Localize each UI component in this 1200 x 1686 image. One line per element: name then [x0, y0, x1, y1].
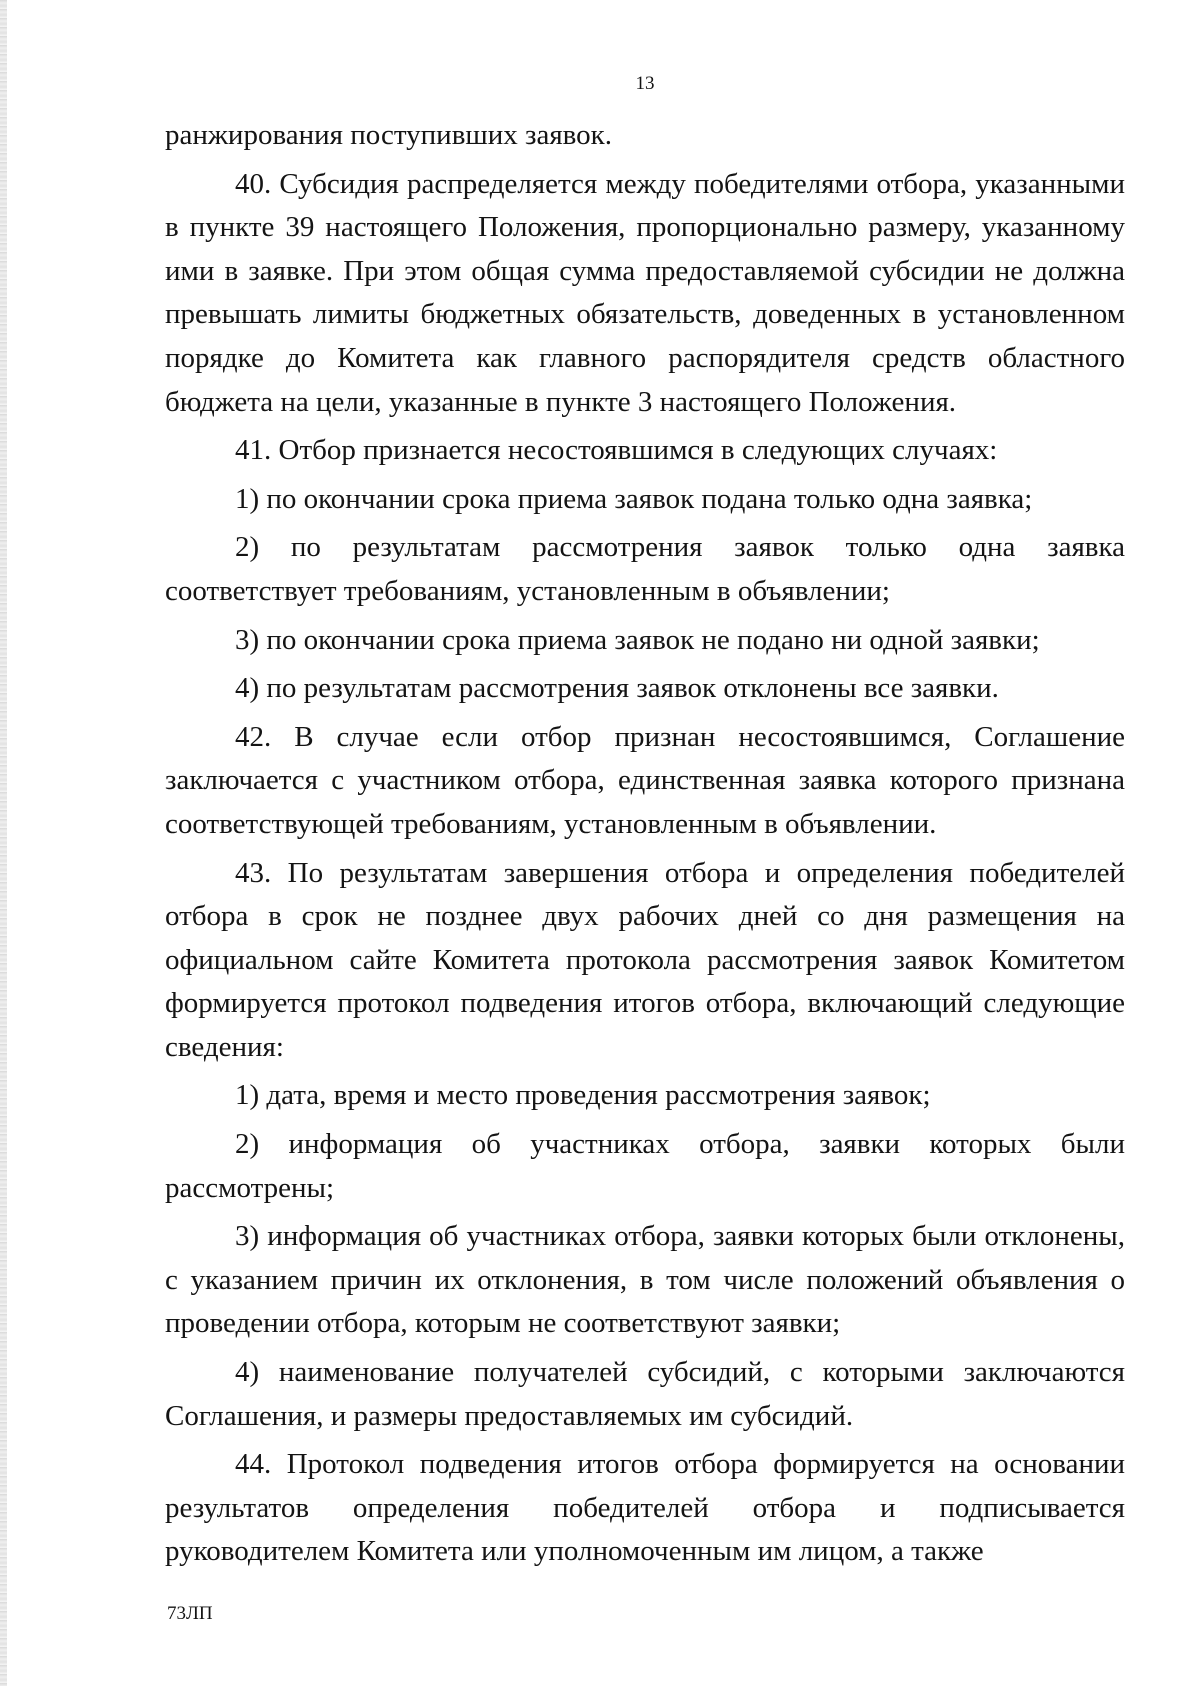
subitem-43-1: 1) дата, время и место проведения рассмотрения заявок; — [235, 1079, 931, 1112]
subitem-43-3: 3) информация об участниках отбора, заявки которых были отклонены, с указанием причин их отклонения, в том числе положений объявления о проведении отбора, которым не соответствуют заявки; — [165, 1220, 1125, 1340]
document-code: 73ЛП — [167, 1603, 213, 1624]
scan-edge — [0, 0, 7, 1686]
subitem-41-4: 4) по результатам рассмотрения заявок отклонены все заявки. — [235, 672, 999, 705]
paragraph-item-42: 42. В случае если отбор признан несостоявшимся, Соглашение заключается с участником отбора, единственная заявка которого признана соответствующей требованиям, установленным в объявлении. — [165, 720, 1125, 840]
paragraph-continuation: ранжирования поступивших заявок. — [165, 119, 612, 151]
subitem-43-4: 4) наименование получателей субсидий, с которыми заключаются Соглашения, и размеры предоставляемых им субсидий. — [165, 1356, 1125, 1432]
document-body — [165, 114, 1125, 1574]
subitem-41-2: 2) по результатам рассмотрения заявок только одна заявка соответствует требованиям, установленным в объявлении; — [165, 531, 1125, 607]
subitem-41-1: 1) по окончании срока приема заявок подана только одна заявка; — [235, 482, 1033, 515]
subitem-41-3: 3) по окончании срока приема заявок не подано ни одной заявки; — [235, 623, 1040, 656]
subitem-43-2: 2) информация об участниках отбора, заявки которых были рассмотрены; — [165, 1128, 1125, 1204]
paragraph-item-44: 44. Протокол подведения итогов отбора формируется на основании результатов определения победителей отбора и подписывается руководителем Комитета или уполномоченным им лицом, а также — [165, 1448, 1125, 1568]
paragraph-item-41: 41. Отбор признается несостоявшимся в следующих случаях: — [235, 434, 998, 467]
paragraph-item-40: 40. Субсидия распределяется между победителями отбора, указанными в пункте 39 настоящего Положения, пропорционально размеру, указанному ими в заявке. При этом общая сумма предоставляемой субсидии не должна превышать лимиты бюджетных обязательств, доведенных в установленном порядке до Комитета как главного распорядителя средств областного бюджета на цели, указанные в пункте 3 настоящего Положения. — [165, 167, 1125, 418]
paragraph-item-43: 43. По результатам завершения отбора и определения победителей отбора в срок не позднее двух рабочих дней со дня размещения на официальном сайте Комитета протокола рассмотрения заявок Комитетом формируется протокол подведения итогов отбора, включающий следующие сведения: — [165, 856, 1125, 1063]
page-number: 13 — [635, 73, 655, 94]
